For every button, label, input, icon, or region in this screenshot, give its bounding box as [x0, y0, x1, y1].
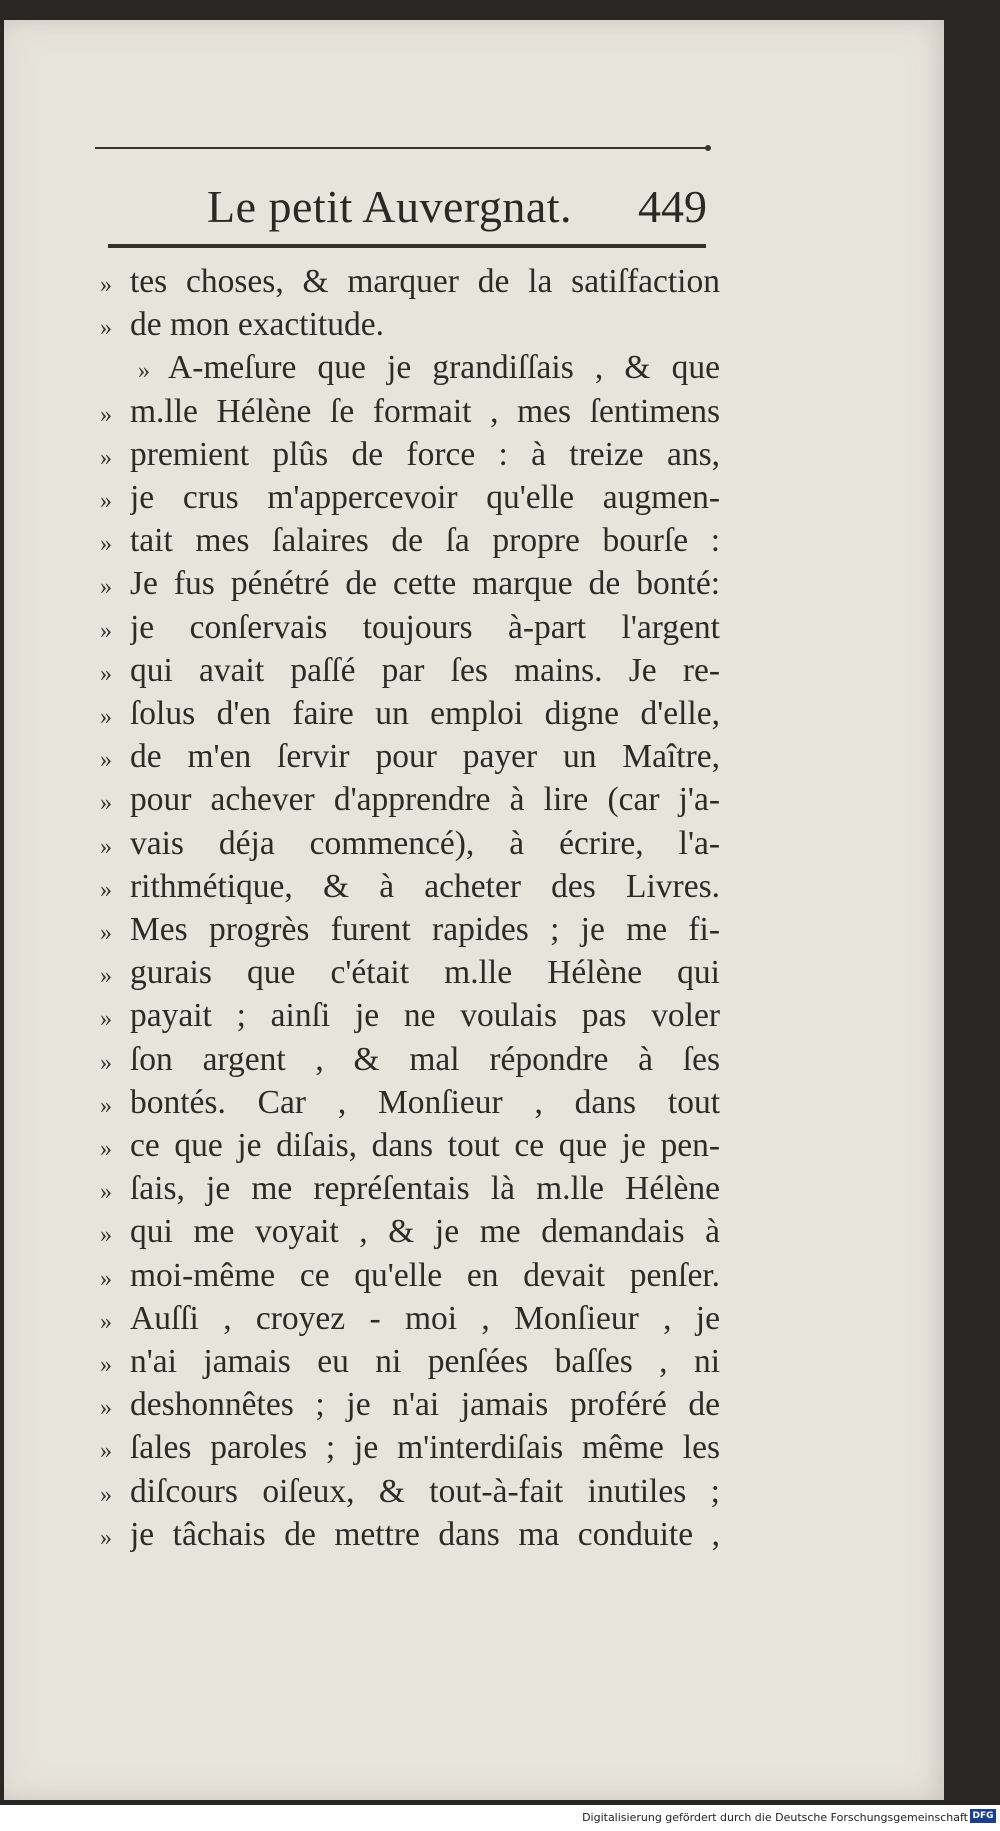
quote-mark: » — [100, 1006, 112, 1033]
text-line — [100, 392, 720, 435]
text-line — [100, 262, 720, 305]
text-line — [100, 694, 720, 737]
line-text: bontés. Car , Monſieur , dans tout — [130, 1083, 720, 1121]
quote-mark: » — [100, 1524, 112, 1551]
quote-mark: » — [100, 1481, 112, 1508]
line-text: Auſſi , croyez - moi , Monſieur , je — [130, 1299, 720, 1337]
text-line — [100, 651, 720, 694]
line-text: Mes progrès furent rapides ; je me fi- — [130, 911, 720, 949]
line-text: n'ai jamais eu ni penſées baſſes , ni — [130, 1343, 720, 1381]
quote-mark: » — [138, 358, 150, 385]
quote-mark: » — [100, 1438, 112, 1465]
quote-mark: » — [100, 790, 112, 817]
line-text: gurais que c'était m.lle Hélène qui — [130, 954, 720, 992]
line-text: de m'en ſervir pour payer un Maître, — [130, 738, 720, 776]
text-line — [100, 1126, 720, 1169]
line-text: ſales paroles ; je m'interdiſais même les — [130, 1429, 720, 1467]
body-text — [100, 262, 720, 1558]
quote-mark: » — [100, 401, 112, 428]
page-number: 449 — [638, 181, 707, 232]
quote-mark: » — [100, 876, 112, 903]
text-line — [100, 824, 720, 867]
quote-mark: » — [100, 272, 112, 298]
line-text: rithmétique, & à acheter des Livres. — [130, 867, 720, 905]
line-text: vais déja commencé), à écrire, l'a- — [130, 824, 720, 862]
quote-mark: » — [100, 574, 112, 601]
line-text: je crus m'appercevoir qu'elle augmen- — [130, 479, 720, 517]
quote-mark: » — [100, 920, 112, 947]
quote-mark: » — [100, 488, 112, 515]
text-line — [100, 348, 720, 391]
quote-mark: » — [100, 1308, 112, 1335]
quote-mark: » — [100, 1049, 112, 1076]
line-text: pour achever d'apprendre à lire (car j'a- — [130, 781, 720, 819]
quote-mark: » — [100, 660, 112, 687]
quote-mark: » — [100, 963, 112, 990]
text-line — [100, 737, 720, 780]
quote-mark: » — [100, 1395, 112, 1422]
line-text: ſolus d'en faire un emploi digne d'elle, — [130, 695, 720, 733]
header-top-rule — [95, 147, 707, 149]
text-line — [100, 521, 720, 564]
line-text: je tâchais de mettre dans ma conduite , — [130, 1515, 720, 1553]
text-line — [100, 867, 720, 910]
line-text: Je fus pénétré de cette marque de bonté: — [130, 565, 720, 603]
line-text: ſon argent , & mal répondre à ſes — [130, 1040, 720, 1078]
line-text: ſais, je me repréſentais là m.lle Hélène — [130, 1170, 720, 1208]
text-line — [100, 1515, 720, 1558]
quote-mark: » — [100, 444, 112, 471]
text-line — [100, 608, 720, 651]
line-text: diſcours oiſeux, & tout-à-fait inutiles ; — [130, 1472, 720, 1510]
text-line — [100, 1256, 720, 1299]
line-text: de mon exactitude. — [130, 306, 384, 344]
quote-mark: » — [100, 747, 112, 774]
text-line — [100, 564, 720, 607]
line-text: m.lle Hélène ſe formait , mes ſentimens — [130, 392, 720, 430]
text-line — [100, 305, 720, 348]
text-line — [100, 1169, 720, 1212]
text-line — [100, 1385, 720, 1428]
text-line — [100, 1083, 720, 1126]
line-text: moi-même ce qu'elle en devait penſer. — [130, 1256, 720, 1294]
quote-mark: » — [100, 704, 112, 731]
text-line — [100, 435, 720, 478]
running-header — [95, 160, 707, 240]
header-bottom-rule — [108, 244, 706, 248]
text-line — [100, 1342, 720, 1385]
digitization-credit: Digitalisierung gefördert durch die Deutsche Forschungsgemeinschaft — [582, 1811, 968, 1824]
line-text: ce que je diſais, dans tout ce que je pen- — [130, 1127, 720, 1165]
line-text: qui avait paſſé par ſes mains. Je re- — [130, 651, 720, 689]
text-line — [100, 780, 720, 823]
line-text: payait ; ainſi je ne voulais pas voler — [130, 997, 720, 1035]
text-line — [100, 910, 720, 953]
text-line — [100, 1472, 720, 1515]
running-title: Le petit Auvergnat. — [207, 181, 573, 232]
text-line — [100, 1040, 720, 1083]
line-text: tes choses, & marquer de la satiſfaction — [130, 263, 720, 300]
line-text: premient plûs de force : à treize ans, — [130, 435, 720, 473]
text-line — [100, 1212, 720, 1255]
text-line — [100, 953, 720, 996]
quote-mark: » — [100, 617, 112, 644]
line-text: je conſervais toujours à-part l'argent — [130, 608, 720, 646]
quote-mark: » — [100, 1092, 112, 1119]
quote-mark: » — [100, 1265, 112, 1292]
line-text: deshonnêtes ; je n'ai jamais proféré de — [130, 1386, 720, 1424]
quote-mark: » — [100, 1352, 112, 1379]
quote-mark: » — [100, 1222, 112, 1249]
text-line — [100, 478, 720, 521]
quote-mark: » — [100, 1136, 112, 1163]
quote-mark: » — [100, 1179, 112, 1206]
line-text: qui me voyait , & je me demandais à — [130, 1213, 720, 1251]
quote-mark: » — [100, 833, 112, 860]
dfg-logo-icon: DFG — [970, 1809, 996, 1823]
quote-mark: » — [100, 315, 112, 342]
text-line — [100, 1299, 720, 1342]
quote-mark: » — [100, 531, 112, 558]
line-text: tait mes ſalaires de ſa propre bourſe : — [130, 522, 720, 560]
text-line — [100, 1428, 720, 1471]
text-line — [100, 996, 720, 1039]
line-text: A-meſure que je grandiſſais , & que — [168, 349, 720, 387]
